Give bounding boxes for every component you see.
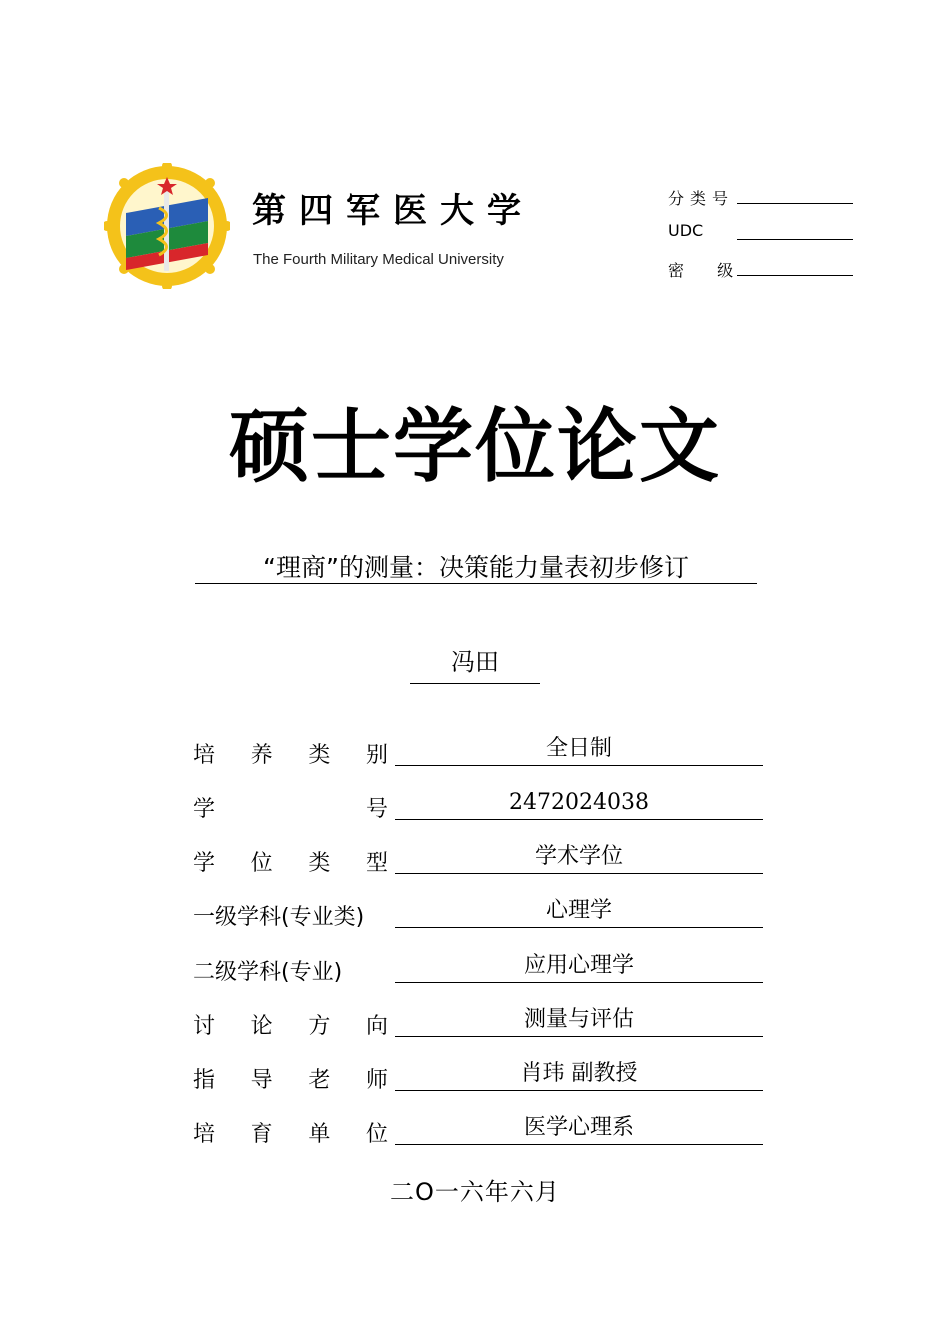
- university-name-en: The Fourth Military Medical University: [253, 251, 504, 268]
- info-value: 测量与评估: [395, 1006, 763, 1037]
- info-label-text: 培 育 单 位: [193, 1122, 388, 1147]
- thesis-type-title: 硕士学位论文: [229, 400, 721, 493]
- info-label: [193, 900, 388, 931]
- info-label: [193, 738, 388, 769]
- info-label-text: 讨 论 方 向: [193, 1014, 388, 1039]
- university-name-cn: 第四军医大学: [252, 191, 534, 231]
- info-label-text: 二级学科(专业): [193, 960, 343, 985]
- info-value: 学术学位: [395, 843, 763, 874]
- submission-date: 二O一六年六月: [390, 1178, 560, 1206]
- thesis-title-underline: [195, 583, 757, 584]
- info-label: [193, 1063, 388, 1094]
- info-label-text: 培 养 类 别: [193, 743, 388, 768]
- info-label: [193, 846, 388, 877]
- author-underline: [410, 683, 540, 684]
- info-label: [193, 792, 388, 823]
- thesis-title: “理商”的测量：决策能力量表初步修订: [263, 553, 689, 582]
- info-value: 医学心理系: [395, 1114, 763, 1145]
- info-label-text: 指 导 老 师: [193, 1068, 388, 1093]
- info-value: 全日制: [395, 735, 763, 766]
- info-label: [193, 955, 388, 986]
- info-label-text: 学 位 类 型: [193, 851, 388, 876]
- info-label: [193, 1009, 388, 1040]
- info-value: 心理学: [395, 897, 763, 928]
- meta-field-classification: [737, 203, 853, 204]
- info-value: 应用心理学: [395, 952, 763, 983]
- info-value: 2472024038: [395, 789, 763, 820]
- author-name: 冯田: [451, 648, 499, 676]
- meta-label-secrecy: 密 级: [668, 261, 748, 280]
- info-label: [193, 1117, 388, 1148]
- meta-label-classification: 分类号: [668, 189, 735, 208]
- university-emblem-icon: [104, 163, 230, 289]
- meta-field-udc: [737, 239, 853, 240]
- info-label-text: 学 号: [193, 797, 388, 822]
- meta-field-secrecy: [737, 275, 853, 276]
- info-value: 肖玮 副教授: [395, 1060, 763, 1091]
- meta-label-udc: UDC: [668, 221, 704, 240]
- info-label-text: 一级学科(专业类): [193, 905, 365, 930]
